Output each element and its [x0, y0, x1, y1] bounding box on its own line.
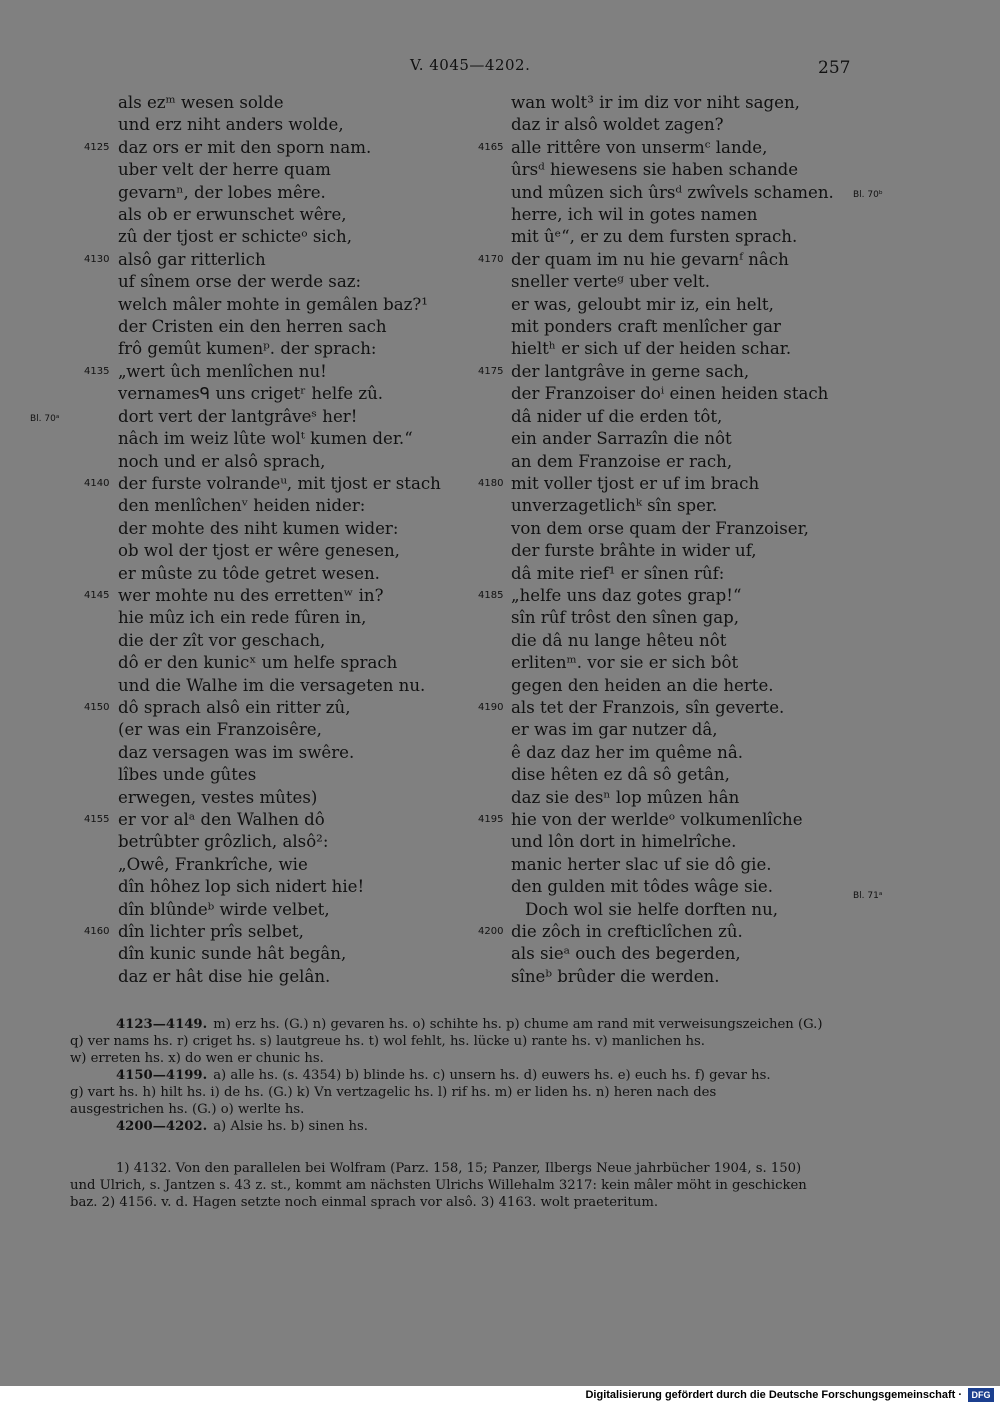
verse-text: an dem Franzoise er rach, [511, 451, 733, 471]
verse-text: alle rittêre von unsermᶜ lande, [511, 137, 768, 157]
verse-text: alsô gar ritterlich [118, 249, 266, 269]
apparatus-text: ausgestrichen hs. (G.) o) werlte hs. [70, 1102, 305, 1117]
verse-line [511, 428, 834, 450]
verse-text: unverzagetlichᵏ sîn sper. [511, 496, 718, 516]
verse-line [118, 675, 441, 697]
verse-text: ob wol der tjost er wêre genesen, [118, 541, 400, 561]
verse-line [511, 652, 834, 674]
apparatus-verse-range: 4123—4149. [116, 1017, 208, 1032]
verse-text: sîneᵇ brûder die werden. [511, 966, 720, 986]
verse-text: hie mûz ich ein rede fûren in, [118, 608, 367, 628]
verse-text: vernamesᑫ uns crigetʳ helfe zû. [118, 384, 384, 404]
verse-line [511, 831, 834, 853]
verse-line [84, 921, 441, 943]
verse-text: die der zît vor geschach, [118, 630, 326, 650]
verse-text: dîn kunic sunde hât begân, [118, 944, 347, 964]
footer-bar [0, 1386, 1000, 1406]
verse-text: nâch im weiz lûte wolᵗ kumen der.“ [118, 429, 413, 449]
apparatus-line [70, 1050, 846, 1067]
verse-text: er was, geloubt mir iz, ein helt, [511, 294, 774, 314]
verse-text: betrûbter grôzlich, alsô²: [118, 832, 329, 852]
verse-text: zû der tjost er schicteᵒ sich, [118, 227, 352, 247]
footnote-line: und Ulrich, s. Jantzen s. 43 z. st., kommt am nächsten Ulrichs Willehalm 3217: kein mâler möht in geschicken [70, 1178, 807, 1193]
verse-text: den menlîchenᵛ heiden nider: [118, 496, 366, 516]
verse-text: und erz niht anders wolde, [118, 115, 344, 135]
verse-text: der furste volrandeᵘ, mit tjost er stach [118, 473, 441, 493]
verse-line [118, 652, 441, 674]
verse-text: mit ûᵉ“, er zu dem fursten sprach. [511, 227, 798, 247]
verse-line [478, 473, 834, 495]
verse-line [118, 383, 441, 405]
footnotes [70, 1160, 846, 1211]
verse-line [478, 697, 834, 719]
verse-line [511, 675, 834, 697]
line-number: 4185 [478, 589, 504, 601]
line-number: 4160 [84, 926, 110, 938]
apparatus-line [70, 1118, 846, 1135]
line-number: 4190 [478, 701, 504, 713]
verse-line [511, 159, 834, 181]
verse-text: dâ mite rief¹ er sînen rûf: [511, 563, 725, 583]
verse-line [478, 249, 834, 271]
verse-text: er was im gar nutzer dâ, [511, 720, 718, 740]
verse-text: der Franzoiser doⁱ einen heiden stach [511, 384, 829, 404]
verse-text: uber velt der herre quam [118, 160, 331, 180]
line-number: 4125 [84, 141, 110, 153]
verse-line [511, 383, 834, 405]
verse-text: daz ir alsô woldet zagen? [511, 115, 724, 135]
verse-text: mit ponders craft menlîcher gar [511, 317, 781, 337]
verse-line [478, 137, 834, 159]
line-number: 4175 [478, 365, 504, 377]
verse-line [118, 563, 441, 585]
apparatus-line [70, 1101, 846, 1118]
verse-text: Doch wol sie helfe dorften nu, [525, 899, 779, 919]
verse-text: die dâ nu lange hêteu nôt [511, 630, 727, 650]
verse-line [84, 697, 441, 719]
verse-text: dîn hôhez lop sich nidert hie! [118, 877, 365, 897]
verse-text: frô gemût kumenᵖ. der sprach: [118, 339, 377, 359]
verse-line [118, 966, 441, 988]
verse-line [511, 719, 834, 741]
verse-line [118, 630, 441, 652]
verse-text: hie von der werldeᵒ volkumenlîche [511, 810, 803, 829]
verse-line [118, 764, 441, 786]
folio-marker: Bl. 70ᵃ [30, 414, 60, 424]
apparatus-verse-range: 4150—4199. [116, 1068, 208, 1083]
verse-line [118, 406, 441, 428]
verse-line [478, 585, 834, 607]
verse-line [511, 563, 834, 585]
verse-line [118, 742, 441, 764]
verse-text: ein ander Sarrazîn die nôt [511, 429, 732, 449]
verse-line [478, 361, 834, 383]
verse-line [118, 92, 441, 114]
verse-text: als ob er erwunschet wêre, [118, 205, 347, 225]
verse-line [84, 249, 441, 271]
verse-text: der quam im nu hie gevarnᶠ nâch [511, 249, 789, 269]
folio-marker: Bl. 70ᵇ [853, 190, 883, 200]
verse-text: dâ nider uf die erden tôt, [511, 406, 723, 426]
verse-line [118, 854, 441, 876]
verse-text: herre, ich wil in gotes namen [511, 205, 758, 225]
line-number: 4200 [478, 926, 504, 938]
verse-text: „helfe uns daz gotes grap!“ [511, 585, 742, 605]
apparatus-line [70, 1067, 846, 1084]
verse-text: als tet der Franzois, sîn geverte. [511, 697, 785, 717]
verse-text: und die Walhe im die versageten nu. [118, 675, 426, 695]
verse-text: sneller verteᵍ uber velt. [511, 272, 710, 292]
verse-text: dô er den kunicˣ um helfe sprach [118, 653, 398, 673]
verse-line [511, 406, 834, 428]
verse-text: daz er hât dise hie gelân. [118, 966, 331, 986]
verse-line [118, 271, 441, 293]
verse-line [118, 428, 441, 450]
verse-line [511, 899, 834, 921]
verse-line [118, 899, 441, 921]
verse-line [511, 540, 834, 562]
verse-line [511, 943, 834, 965]
verse-line [511, 316, 834, 338]
verse-line [511, 226, 834, 248]
line-number: 4165 [478, 141, 504, 153]
verse-line [118, 338, 441, 360]
line-number: 4155 [84, 814, 110, 825]
right-verse-column [478, 92, 834, 988]
folio-marker: Bl. 71ᵃ [853, 891, 883, 901]
verse-line [118, 226, 441, 248]
funding-credit: Digitalisierung gefördert durch die Deutsche Forschungsgemeinschaft · [585, 1389, 962, 1401]
verse-text: noch und er alsô sprach, [118, 451, 326, 471]
verse-line [118, 316, 441, 338]
verse-line [118, 182, 441, 204]
verse-text: der furste brâhte in wider uf, [511, 541, 757, 561]
verse-line [84, 809, 441, 831]
line-number: 4195 [478, 814, 504, 825]
verse-text: ûrsᵈ hiewesens sie haben schande [511, 160, 799, 180]
verse-line [118, 159, 441, 181]
critical-apparatus [70, 1016, 846, 1135]
verse-text: der mohte des niht kumen wider: [118, 518, 399, 538]
verse-line [478, 921, 834, 943]
verse-line [118, 204, 441, 226]
verse-text: und lôn dort in himelrîche. [511, 832, 737, 852]
verse-text: der lantgrâve in gerne sach, [511, 361, 750, 381]
verse-line [511, 294, 834, 316]
verse-text: gevarnⁿ, der lobes mêre. [118, 182, 326, 202]
verse-text: er mûste zu tôde getret wesen. [118, 563, 380, 583]
verse-line [84, 585, 441, 607]
verse-text: daz ors er mit den sporn nam. [118, 137, 372, 157]
verse-text: sîn rûf trôst den sînen gap, [511, 608, 739, 628]
apparatus-text: m) erz hs. (G.) n) gevaren hs. o) schihte hs. p) chume am rand mit verweisungszeichen (G.) [213, 1017, 823, 1032]
verse-text: erwegen, vestes mûtes) [118, 787, 318, 807]
verse-line [511, 518, 834, 540]
verse-line [118, 451, 441, 473]
verse-text: dort vert der lantgrâveˢ her! [118, 406, 358, 426]
line-number: 4170 [478, 253, 504, 265]
verse-line [511, 204, 834, 226]
line-number: 4135 [84, 365, 110, 377]
verse-text: den gulden mit tôdes wâge sie. [511, 877, 774, 897]
verse-line [84, 473, 441, 495]
left-verse-column [84, 92, 441, 988]
verse-line [511, 742, 834, 764]
verse-text: die zôch in crefticlîchen zû. [511, 922, 743, 942]
verse-line [511, 607, 834, 629]
verse-line [511, 764, 834, 786]
apparatus-text: w) erreten hs. x) do wen er chunic hs. [70, 1051, 324, 1066]
verse-text: dîn lichter prîs selbet, [118, 922, 304, 942]
verse-text: daz versagen was im swêre. [118, 742, 355, 762]
verse-line [511, 182, 834, 204]
verse-line [511, 92, 834, 114]
verse-line [118, 518, 441, 540]
verse-text: er vor alᵃ den Walhen dô [118, 810, 325, 829]
line-number: 4145 [84, 589, 110, 601]
verse-text: hieltʰ er sich uf der heiden schar. [511, 339, 792, 359]
verse-text: lîbes unde gûtes [118, 765, 257, 785]
line-number: 4130 [84, 253, 110, 265]
line-number: 4140 [84, 477, 110, 489]
verse-text: uf sînem orse der werde saz: [118, 272, 362, 292]
verse-line [84, 361, 441, 383]
verse-line [118, 787, 441, 809]
apparatus-line [70, 1033, 846, 1050]
verse-text: „wert ûch menlîchen nu! [118, 361, 327, 381]
verse-line [511, 876, 834, 898]
verse-line [511, 787, 834, 809]
verse-text: (er was ein Franzoisêre, [118, 720, 322, 740]
verse-line [511, 271, 834, 293]
apparatus-verse-range: 4200—4202. [116, 1119, 208, 1134]
apparatus-text: a) alle hs. (s. 4354) b) blinde hs. c) unsern hs. d) euwers hs. e) euch hs. f) gevar hs. [213, 1068, 771, 1083]
verse-text: daz sie desⁿ lop mûzen hân [511, 787, 740, 807]
verse-line [511, 338, 834, 360]
verse-text: als ezᵐ wesen solde [118, 93, 284, 112]
verse-text: wer mohte nu des errettenʷ in? [118, 585, 384, 605]
apparatus-text: a) Alsie hs. b) sinen hs. [213, 1119, 368, 1134]
verse-text: welch mâler mohte in gemâlen baz?¹ [118, 294, 428, 314]
verse-text: ê daz daz her im quême nâ. [511, 742, 744, 762]
verse-line [511, 854, 834, 876]
footnote-line: baz. 2) 4156. v. d. Hagen setzte noch einmal sprach vor alsô. 3) 4163. wolt praeteritum. [70, 1195, 659, 1210]
footnote-line: 1) 4132. Von den parallelen bei Wolfram (Parz. 158, 15; Panzer, Ilbergs Neue jahrbücher 1904, s. 150) [116, 1161, 802, 1176]
verse-text: dise hêten ez dâ sô getân, [511, 765, 730, 785]
verse-text: „Owê, Frankrîche, wie [118, 854, 308, 874]
line-number: 4180 [478, 477, 504, 489]
verse-text: wan wolt³ ir im diz vor niht sagen, [511, 93, 800, 112]
page-number: 257 [818, 58, 851, 78]
apparatus-text: q) ver nams hs. r) criget hs. s) lautgreue hs. t) wol fehlt, hs. lücke u) rante hs. v) manlichen hs. [70, 1034, 706, 1049]
verse-line [511, 630, 834, 652]
verse-line [84, 137, 441, 159]
verse-line [118, 607, 441, 629]
apparatus-line [70, 1016, 846, 1033]
apparatus-text: g) vart hs. h) hilt hs. i) de hs. (G.) k) Vn vertzagelic hs. l) rif hs. m) er liden hs. n) heren nach des [70, 1085, 717, 1100]
verse-text: der Cristen ein den herren sach [118, 317, 387, 337]
verse-line [511, 114, 834, 136]
verse-line [511, 966, 834, 988]
verse-line [118, 943, 441, 965]
verse-text: gegen den heiden an die herte. [511, 675, 774, 695]
verse-text: dô sprach alsô ein ritter zû, [118, 697, 351, 717]
verse-line [118, 540, 441, 562]
verse-text: mit voller tjost er uf im brach [511, 473, 760, 493]
verse-line [511, 451, 834, 473]
apparatus-line [70, 1084, 846, 1101]
verse-text: als sieᵃ ouch des begerden, [511, 944, 741, 964]
dfg-logo: DFG [968, 1388, 994, 1402]
verse-line [118, 495, 441, 517]
verse-line [118, 294, 441, 316]
verse-line [118, 719, 441, 741]
running-header: V. 4045—4202. [410, 56, 531, 74]
verse-text: manic herter slac uf sie dô gie. [511, 854, 772, 874]
verse-line [118, 114, 441, 136]
verse-line [118, 831, 441, 853]
verse-text: dîn blûndeᵇ wirde velbet, [118, 899, 330, 919]
verse-text: von dem orse quam der Franzoiser, [511, 518, 809, 538]
verse-line [511, 495, 834, 517]
line-number: 4150 [84, 701, 110, 713]
verse-line [118, 876, 441, 898]
verse-text: und mûzen sich ûrsᵈ zwîvels schamen. [511, 182, 834, 202]
verse-text: erlitenᵐ. vor sie er sich bôt [511, 653, 739, 673]
verse-line [478, 809, 834, 831]
